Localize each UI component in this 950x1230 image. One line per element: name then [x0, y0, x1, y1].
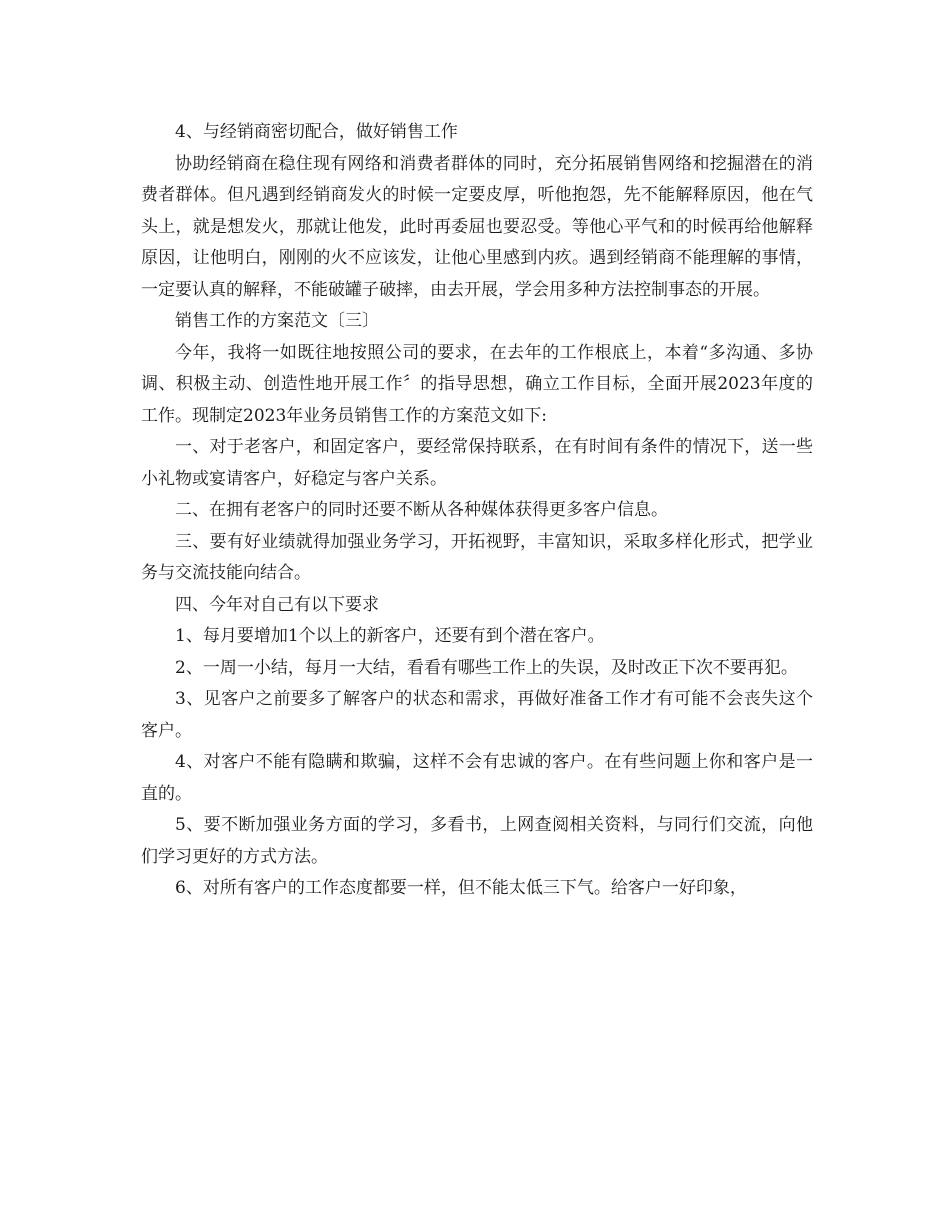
list-item-requirement-5: 5、要不断加强业务方面的学习，多看书，上网查阅相关资料，与同行们交流，向他们学习更好的方式方法。	[141, 815, 813, 867]
paragraph-dealer-support: 协助经销商在稳住现有网络和消费者群体的同时，充分拓展销售网络和挖掘潜在的消费者群体。但凡遇到经销商发火的时候一定要皮厚，听他抱怨，先不能解释原因，他在气头上，就是想发火，那就让他发，此时再委屈也要忍受。等他心平气和的时候再给他解释原因，让他明白，刚刚的火不应该发，让他心里感到内疚。遇到经销商不能理解的事情，一定要认真的解释，不能破罐子破摔，由去开展，学会用多种方法控制事态的开展。	[141, 153, 813, 300]
list-item-requirement-4: 4、对客户不能有隐瞒和欺骗，这样不会有忠诚的客户。在有些问题上你和客户是一直的。	[141, 752, 813, 804]
section-title-plan-3: 销售工作的方案范文〔三〕	[175, 311, 379, 331]
paragraph-item-4-heading: 四、今年对自己有以下要求	[175, 594, 379, 615]
paragraph-item-2: 二、在拥有老客户的同时还要不断从各种媒体获得更多客户信息。	[175, 500, 668, 520]
paragraph-item-1: 一、对于老客户，和固定客户，要经常保持联系，在有时间有条件的情况下，送一些小礼物或宴请客户，好稳定与客户关系。	[141, 437, 813, 489]
document-body	[141, 117, 813, 905]
list-item-requirement-1: 1、每月要增加1个以上的新客户，还要有到个潜在客户。	[175, 626, 605, 646]
paragraph-item-3: 三、要有好业绩就得加强业务学习，开拓视野，丰富知识，采取多样化形式，把学业务与交流技能向结合。	[141, 531, 813, 583]
list-item-requirement-3: 3、见客户之前要多了解客户的状态和需求，再做好准备工作才有可能不会丧失这个客户。	[141, 689, 813, 741]
paragraph-intro: 今年，我将一如既往地按照公司的要求，在去年的工作根底上，本着“多沟通、多协调、积极主动、创造性地开展工作〞的指导思想，确立工作目标，全面开展2023年度的工作。现制定2023年业务员销售工作的方案范文如下:	[141, 342, 813, 426]
list-item-requirement-6: 6、对所有客户的工作态度都要一样，但不能太低三下气。给客户一好印象，	[175, 878, 747, 898]
list-item-requirement-2: 2、一周一小结，每月一大结，看看有哪些工作上的失误，及时改正下次不要再犯。	[175, 657, 798, 678]
paragraph-heading-4: 4、与经销商密切配合，做好销售工作	[175, 122, 458, 142]
